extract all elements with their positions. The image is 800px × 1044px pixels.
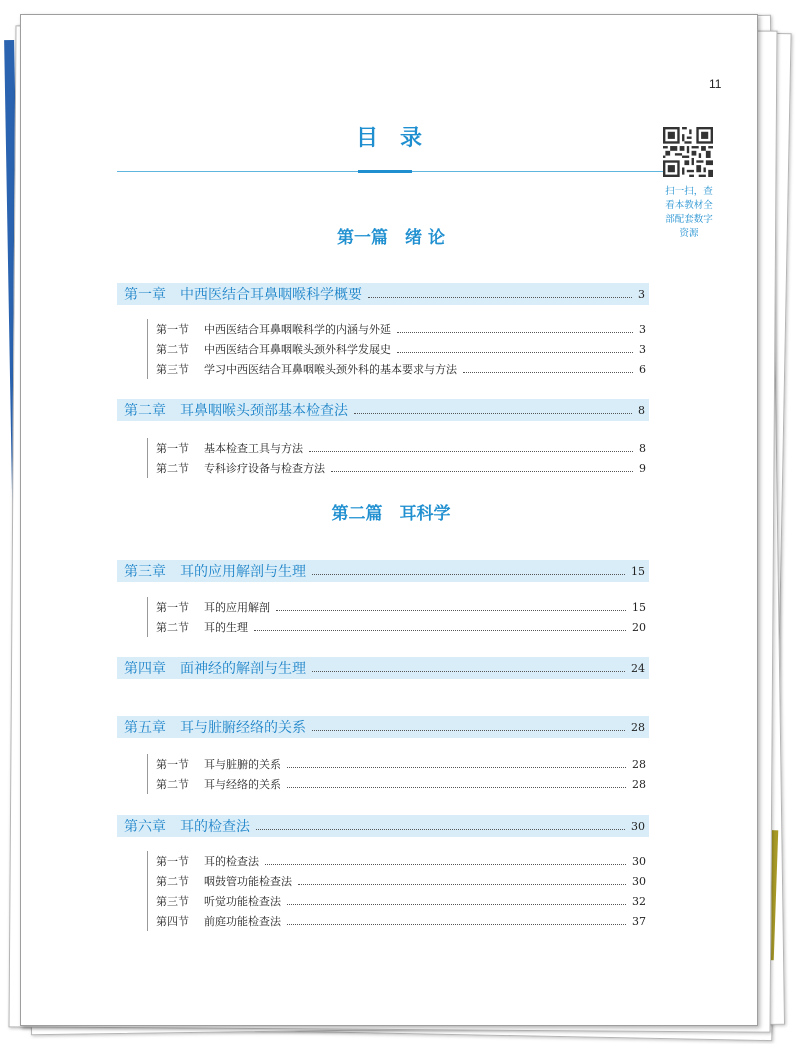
toc-chapter-6[interactable] xyxy=(117,815,649,837)
leader-dots xyxy=(354,413,632,414)
section-number: 第一节 xyxy=(156,855,189,868)
section-number: 第一节 xyxy=(156,442,189,455)
chapter-number: 第五章 xyxy=(124,720,166,736)
toc-section[interactable] xyxy=(148,597,650,617)
chapter-page: 15 xyxy=(631,564,645,578)
section-page: 6 xyxy=(639,362,646,376)
leader-dots xyxy=(276,610,626,611)
section-title: 中西医结合耳鼻咽喉头颈外科学发展史 xyxy=(204,343,391,356)
section-page: 8 xyxy=(639,441,646,455)
leader-dots xyxy=(256,829,625,830)
section-list xyxy=(147,851,650,931)
leader-dots xyxy=(265,864,626,865)
toc-chapter-2[interactable] xyxy=(117,399,649,421)
part-heading: 第二篇 耳科学 xyxy=(331,504,451,524)
section-title: 咽鼓管功能检查法 xyxy=(204,875,292,888)
section-page: 30 xyxy=(632,874,646,888)
toc-section[interactable] xyxy=(148,458,650,478)
title-divider-accent xyxy=(358,170,412,173)
chapter-number: 第四章 xyxy=(124,661,166,677)
leader-dots xyxy=(298,884,626,885)
chapter-title: 耳的应用解剖与生理 xyxy=(180,564,306,580)
page-number: 11 xyxy=(709,77,722,91)
toc-section[interactable] xyxy=(148,359,650,379)
page-title: 目录 xyxy=(355,125,444,151)
qr-code-icon[interactable] xyxy=(663,127,713,177)
part-heading: 第一篇 绪 论 xyxy=(337,228,445,248)
section-page: 20 xyxy=(632,620,646,634)
section-page: 3 xyxy=(639,322,646,336)
section-number: 第二节 xyxy=(156,462,189,475)
section-title: 耳的检查法 xyxy=(204,855,259,868)
section-list xyxy=(147,754,650,794)
section-title: 前庭功能检查法 xyxy=(204,915,281,928)
qr-caption-line: 资源 xyxy=(679,228,699,239)
chapter-page: 30 xyxy=(631,819,645,833)
section-page: 3 xyxy=(639,342,646,356)
section-list xyxy=(147,438,650,478)
chapter-title: 耳鼻咽喉头颈部基本检查法 xyxy=(180,403,348,419)
chapter-page: 24 xyxy=(631,661,645,675)
chapter-number: 第六章 xyxy=(124,819,166,835)
chapter-title: 耳的检查法 xyxy=(180,819,250,835)
toc-chapter-1[interactable] xyxy=(117,283,649,305)
section-title: 专科诊疗设备与检查方法 xyxy=(204,462,325,475)
section-page: 9 xyxy=(639,461,646,475)
toc-chapter-5[interactable] xyxy=(117,716,649,738)
chapter-title: 面神经的解剖与生理 xyxy=(180,661,306,677)
section-number: 第三节 xyxy=(156,895,189,908)
section-title: 耳与脏腑的关系 xyxy=(204,758,281,771)
section-number: 第一节 xyxy=(156,758,189,771)
section-number: 第二节 xyxy=(156,621,189,634)
section-page: 28 xyxy=(632,757,646,771)
leader-dots xyxy=(309,451,633,452)
section-page: 37 xyxy=(632,914,646,928)
qr-caption-line: 部配套数字 xyxy=(665,214,713,225)
section-list xyxy=(147,597,650,637)
toc-chapter-4[interactable] xyxy=(117,657,649,679)
chapter-number: 第一章 xyxy=(124,287,166,303)
chapter-page: 3 xyxy=(638,287,645,301)
section-title: 听觉功能检查法 xyxy=(204,895,281,908)
leader-dots xyxy=(463,372,633,373)
chapter-title: 耳与脏腑经络的关系 xyxy=(180,720,306,736)
leader-dots xyxy=(397,352,633,353)
section-number: 第一节 xyxy=(156,323,189,336)
toc-section[interactable] xyxy=(148,438,650,458)
section-page: 28 xyxy=(632,777,646,791)
section-title: 耳与经络的关系 xyxy=(204,778,281,791)
leader-dots xyxy=(368,297,632,298)
section-title: 学习中西医结合耳鼻咽喉头颈外科的基本要求与方法 xyxy=(204,363,457,376)
chapter-number: 第二章 xyxy=(124,403,166,419)
leader-dots xyxy=(312,671,625,672)
toc-section[interactable] xyxy=(148,617,650,637)
leader-dots xyxy=(287,787,626,788)
toc-section[interactable] xyxy=(148,851,650,871)
leader-dots xyxy=(312,574,625,575)
leader-dots xyxy=(287,904,626,905)
qr-caption xyxy=(657,185,721,241)
section-title: 耳的应用解剖 xyxy=(204,601,270,614)
section-number: 第二节 xyxy=(156,875,189,888)
section-list xyxy=(147,319,650,379)
toc-section[interactable] xyxy=(148,319,650,339)
toc-section[interactable] xyxy=(148,891,650,911)
toc-section[interactable] xyxy=(148,774,650,794)
toc-section[interactable] xyxy=(148,339,650,359)
chapter-page: 8 xyxy=(638,403,645,417)
toc-section[interactable] xyxy=(148,754,650,774)
chapter-page: 28 xyxy=(631,720,645,734)
section-page: 30 xyxy=(632,854,646,868)
section-page: 32 xyxy=(632,894,646,908)
qr-caption-line: 扫一扫，查 xyxy=(665,186,713,197)
toc-chapter-3[interactable] xyxy=(117,560,649,582)
toc-section[interactable] xyxy=(148,871,650,891)
chapter-title: 中西医结合耳鼻咽喉科学概要 xyxy=(180,287,362,303)
section-page: 15 xyxy=(632,600,646,614)
toc-page xyxy=(20,14,758,1026)
leader-dots xyxy=(254,630,626,631)
section-title: 耳的生理 xyxy=(204,621,248,634)
section-number: 第三节 xyxy=(156,363,189,376)
section-title: 基本检查工具与方法 xyxy=(204,442,303,455)
qr-caption-line: 看本教材全 xyxy=(665,200,713,211)
leader-dots xyxy=(397,332,633,333)
section-title: 中西医结合耳鼻咽喉科学的内涵与外延 xyxy=(204,323,391,336)
section-number: 第二节 xyxy=(156,343,189,356)
leader-dots xyxy=(287,924,626,925)
leader-dots xyxy=(331,471,633,472)
section-number: 第二节 xyxy=(156,778,189,791)
toc-section[interactable] xyxy=(148,911,650,931)
leader-dots xyxy=(312,730,625,731)
chapter-number: 第三章 xyxy=(124,564,166,580)
leader-dots xyxy=(287,767,626,768)
section-number: 第一节 xyxy=(156,601,189,614)
section-number: 第四节 xyxy=(156,915,189,928)
